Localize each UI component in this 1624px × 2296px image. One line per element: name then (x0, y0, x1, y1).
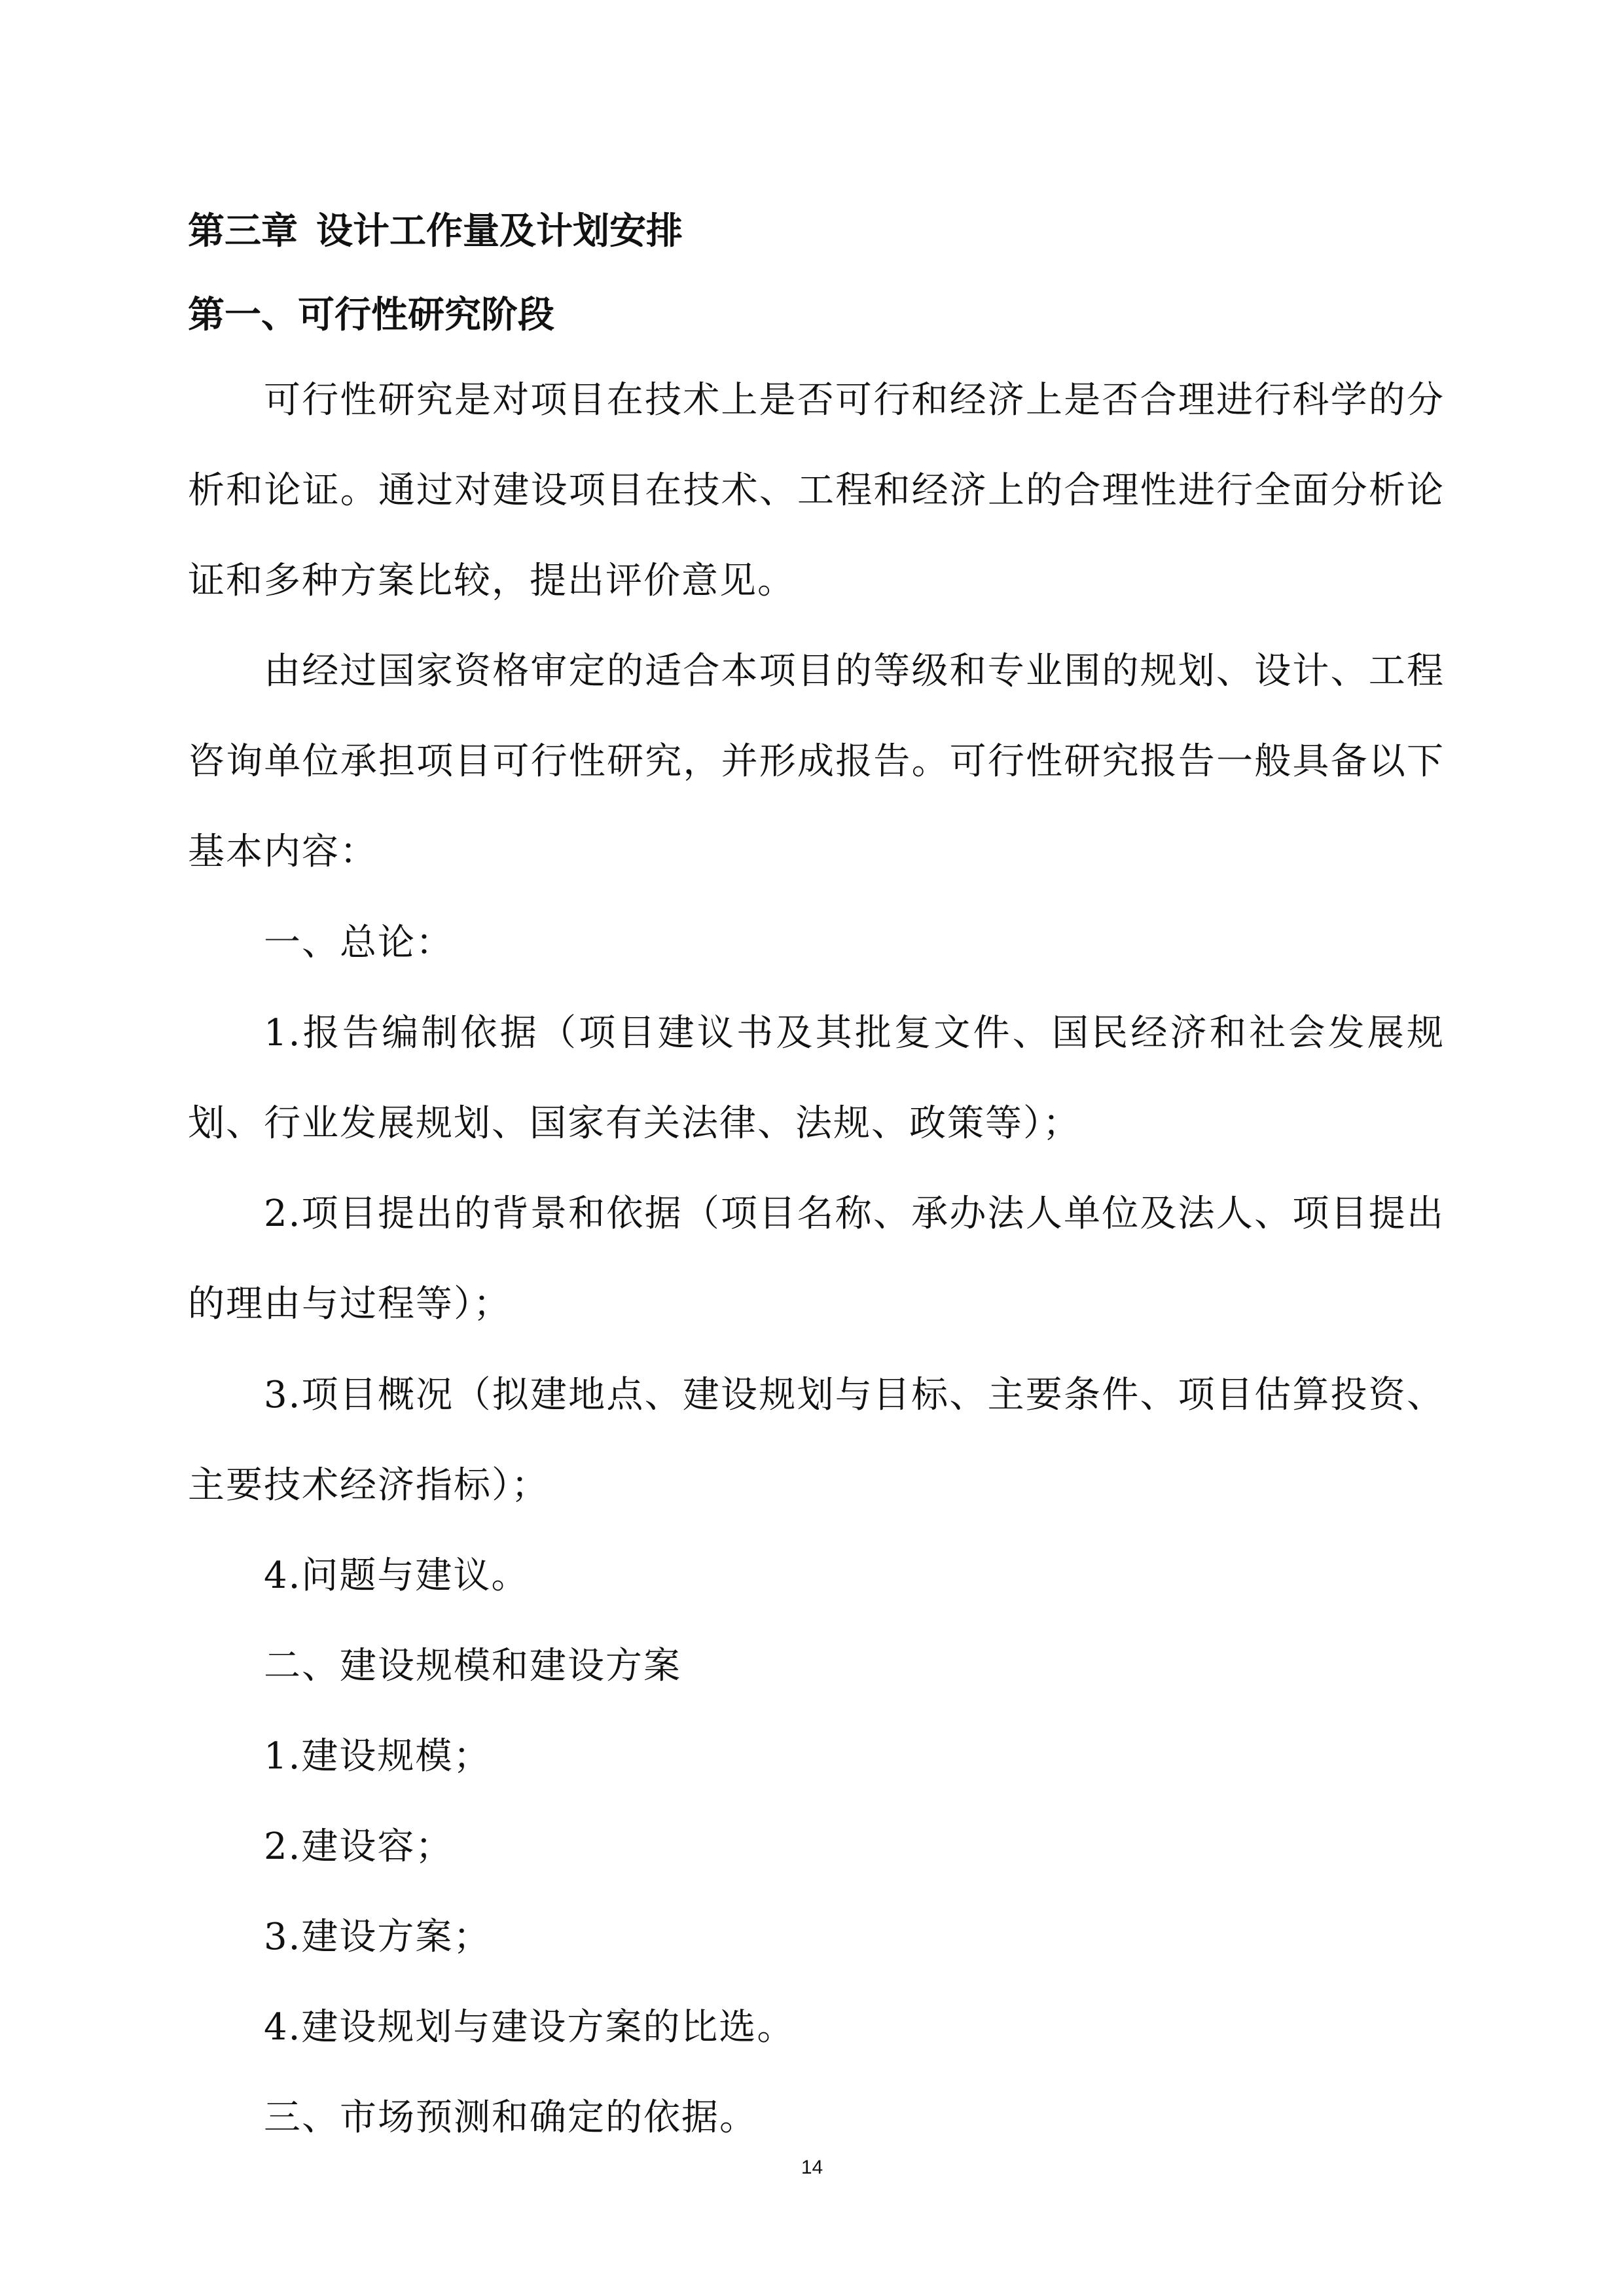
outline-heading-block (188, 898, 1445, 988)
chapter-title (188, 208, 683, 255)
paragraph-block (188, 626, 1445, 897)
chapter-subtitle: 设计工作量及计划安排 (316, 210, 683, 253)
section-title: 第一、可行性研究阶段 (188, 294, 554, 336)
outline-list (188, 1169, 1445, 1350)
list-item: 4.问题与建议。 (264, 1554, 530, 1597)
list-item: 2.建设容； (264, 1825, 454, 1868)
outline-list (188, 988, 1445, 1169)
paragraph: 由经过国家资格审定的适合本项目的等级和专业围的规划、设计、工程咨询单位承担项目可行性研究，并形成报告。可行性研究报告一般具备以下基本内容： (188, 650, 1445, 873)
list-item: 1.建设规模； (264, 1735, 492, 1778)
list-item: 1.报告编制依据（项目建议书及其批复文件、国民经济和社会发展规划、行业发展规划、国家有关法律、法规、政策等）； (188, 1012, 1445, 1145)
outline-heading: 三、市场预测和确定的依据。 (264, 2096, 757, 2139)
list-item: 3.建设方案； (264, 1916, 492, 1958)
chapter-number: 第三章 (188, 210, 298, 253)
list-item: 3.项目概况（拟建地点、建设规划与目标、主要条件、项目估算投资、主要技术经济指标）； (188, 1374, 1445, 1507)
outline-heading: 一、总论： (264, 922, 454, 964)
list-item: 4.建设规划与建设方案的比选。 (264, 2006, 795, 2049)
page-number: 14 (801, 2157, 823, 2178)
outline-list (188, 1350, 1445, 1531)
outline-heading: 二、建设规模和建设方案 (264, 1645, 681, 1687)
paragraph-block (188, 355, 1445, 626)
list-item: 2.项目提出的背景和依据（项目名称、承办法人单位及法人、项目提出的理由与过程等）； (188, 1193, 1445, 1325)
paragraph: 可行性研究是对项目在技术上是否可行和经济上是否合理进行科学的分析和论证。通过对建设项目在技术、工程和经济上的合理性进行全面分析论证和多种方案比较，提出评价意见。 (188, 379, 1445, 602)
outline-list (188, 1531, 1445, 2163)
